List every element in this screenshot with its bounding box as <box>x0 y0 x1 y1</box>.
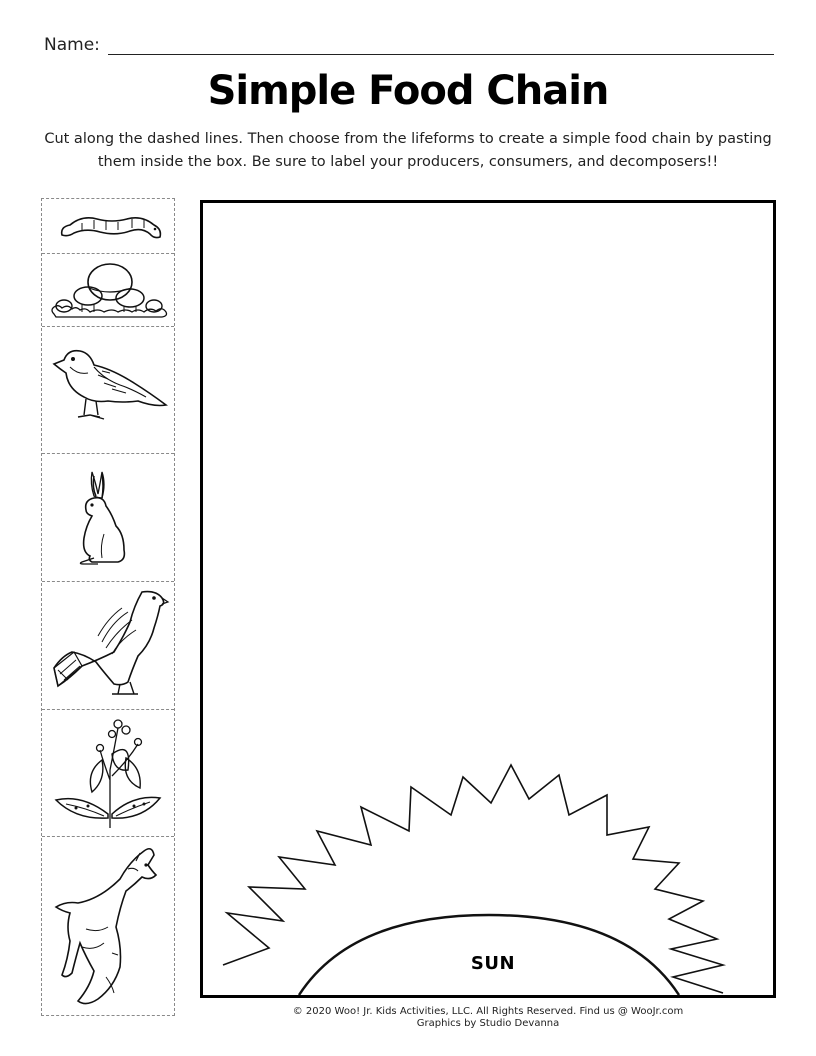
food-chain-paste-box[interactable] <box>200 200 776 998</box>
sun-label: SUN <box>470 953 516 974</box>
cutout-wolf[interactable] <box>42 837 174 1015</box>
sparrow-icon <box>42 327 174 454</box>
rabbit-icon <box>42 454 174 582</box>
cutout-sparrow[interactable] <box>42 327 174 454</box>
cutout-column <box>41 198 175 1016</box>
instructions-text: Cut along the dashed lines. Then choose from the lifeforms to create a simple food chain by pasting them inside the box. Be sure to label your producers, consumers, and decomposers!! <box>44 131 772 170</box>
cutout-worm[interactable] <box>42 199 174 254</box>
copyright-text: © 2020 Woo! Jr. Kids Activities, LLC. All Rights Reserved. Find us @ WooJr.com <box>292 1006 684 1017</box>
name-row <box>44 35 774 57</box>
cutout-mushrooms[interactable] <box>42 254 174 327</box>
footer <box>200 1006 776 1030</box>
graphics-credit-text: Graphics by Studio Devanna <box>416 1018 560 1029</box>
name-label: Name: <box>44 35 100 55</box>
mushrooms-icon <box>42 254 174 327</box>
hawk-icon <box>42 582 174 710</box>
cutout-hawk[interactable] <box>42 582 174 710</box>
flower-plant-icon <box>42 710 174 837</box>
cutout-rabbit[interactable] <box>42 454 174 582</box>
worm-icon <box>42 199 174 254</box>
page-title: Simple Food Chain <box>207 68 609 114</box>
sun-icon <box>203 203 773 995</box>
name-write-line[interactable] <box>108 54 774 55</box>
wolf-icon <box>42 837 174 1015</box>
cutout-flower-plant[interactable] <box>42 710 174 837</box>
